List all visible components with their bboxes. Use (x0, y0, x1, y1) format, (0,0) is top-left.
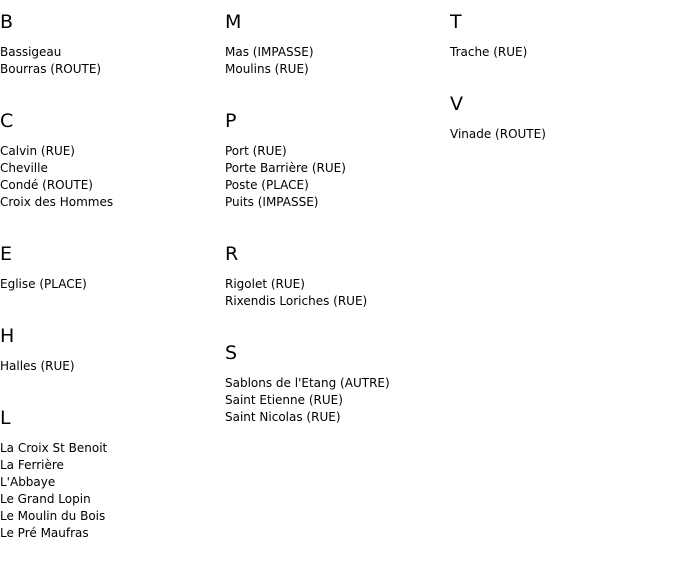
street-list-m (225, 33, 450, 78)
street-index-column-3 (450, 0, 675, 164)
letter-group-h (0, 314, 225, 375)
street-link[interactable]: Puits (IMPASSE) (225, 195, 319, 209)
street-list-r (225, 265, 450, 310)
street-index-column-2 (225, 0, 450, 447)
street-link[interactable]: Sablons de l'Etang (AUTRE) (225, 376, 390, 390)
street-link[interactable]: Le Grand Lopin (0, 492, 91, 506)
letter-heading-s: S (225, 342, 238, 364)
street-link[interactable]: Halles (RUE) (0, 359, 75, 373)
street-link[interactable]: Condé (ROUTE) (0, 178, 93, 192)
street-link[interactable]: Saint Etienne (RUE) (225, 393, 343, 407)
letter-heading-e: E (0, 243, 13, 265)
street-link[interactable]: Mas (IMPASSE) (225, 45, 314, 59)
street-link[interactable]: Bassigeau (0, 45, 62, 59)
street-list-h (0, 347, 225, 375)
street-link[interactable]: Croix des Hommes (0, 195, 114, 209)
letter-heading-t: T (450, 11, 462, 33)
street-link[interactable]: Le Moulin du Bois (0, 509, 106, 523)
letter-heading-c: C (0, 110, 14, 132)
street-link[interactable]: L'Abbaye (0, 475, 56, 489)
street-list-s (225, 364, 450, 426)
street-list-b (0, 33, 225, 78)
street-link[interactable]: Vinade (ROUTE) (450, 127, 546, 141)
letter-heading-m: M (225, 11, 242, 33)
street-link[interactable]: Bourras (ROUTE) (0, 62, 102, 76)
letter-heading-h: H (0, 325, 15, 347)
street-list-c (0, 132, 225, 211)
letter-heading-v: V (450, 93, 463, 115)
street-link[interactable]: Saint Nicolas (RUE) (225, 410, 341, 424)
street-list-l (0, 429, 225, 542)
street-link[interactable]: Eglise (PLACE) (0, 277, 87, 291)
street-link[interactable]: Cheville (0, 161, 48, 175)
street-list-e (0, 265, 225, 293)
letter-heading-l: L (0, 407, 11, 429)
letter-group-e (0, 232, 225, 293)
letter-group-t (450, 0, 675, 61)
street-link[interactable]: La Croix St Benoit (0, 441, 108, 455)
street-link[interactable]: Trache (RUE) (450, 45, 528, 59)
street-link[interactable]: Rixendis Loriches (RUE) (225, 294, 368, 308)
street-link[interactable]: Rigolet (RUE) (225, 277, 305, 291)
street-list-p (225, 132, 450, 211)
letter-group-b (0, 0, 225, 78)
street-link[interactable]: Port (RUE) (225, 144, 287, 158)
letter-heading-b: B (0, 11, 14, 33)
letter-group-p (225, 99, 450, 211)
street-link[interactable]: Le Pré Maufras (0, 526, 89, 540)
street-index-column-1 (0, 0, 225, 563)
street-link[interactable]: Porte Barrière (RUE) (225, 161, 346, 175)
letter-heading-r: R (225, 243, 239, 265)
letter-group-l (0, 396, 225, 542)
letter-group-s (225, 331, 450, 426)
letter-group-v (450, 82, 675, 143)
street-link[interactable]: La Ferrière (0, 458, 64, 472)
letter-group-m (225, 0, 450, 78)
street-list-v (450, 115, 675, 143)
street-link[interactable]: Moulins (RUE) (225, 62, 309, 76)
letter-group-r (225, 232, 450, 310)
street-link[interactable]: Calvin (RUE) (0, 144, 75, 158)
letter-heading-p: P (225, 110, 237, 132)
street-list-t (450, 33, 675, 61)
letter-group-c (0, 99, 225, 211)
street-link[interactable]: Poste (PLACE) (225, 178, 309, 192)
